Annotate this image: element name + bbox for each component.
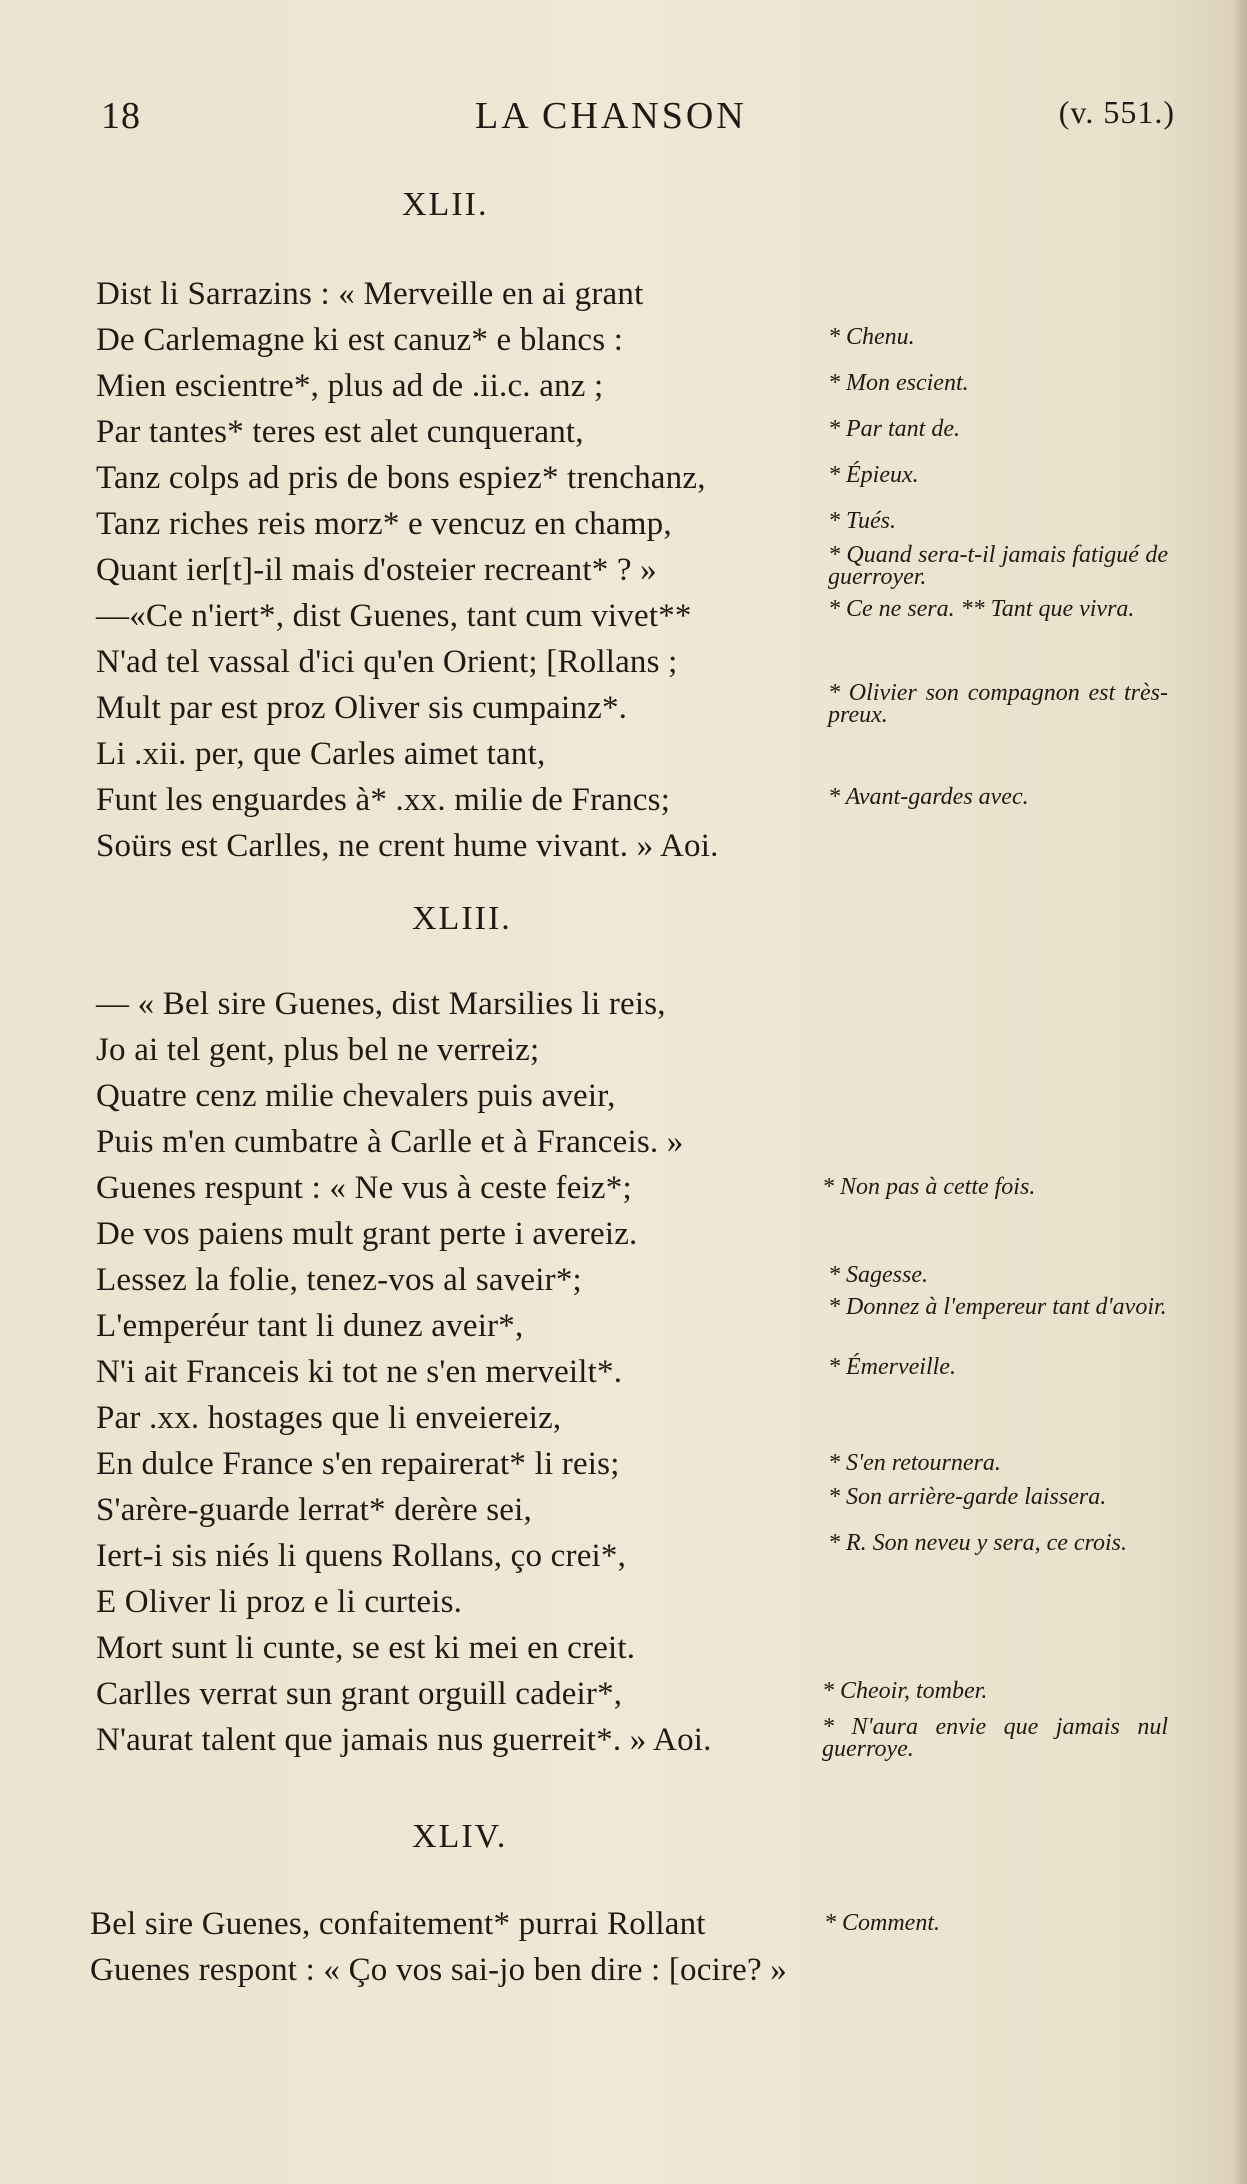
- verse-line: Par tantes* teres est alet cunquerant,: [96, 414, 584, 450]
- margin-note: * Émerveille.: [828, 1354, 956, 1380]
- verse-line: Tanz colps ad pris de bons espiez* trenchanz,: [96, 460, 706, 496]
- verse-line: Funt les enguardes à* .xx. milie de Francs;: [96, 782, 671, 818]
- margin-note: * Non pas à cette fois.: [822, 1174, 1036, 1200]
- verse-line: Puis m'en cumbatre à Carlle et à Franceis. »: [96, 1124, 684, 1160]
- margin-note: * Quand sera-t-il jamais fatigué de guerroyer.: [828, 542, 1168, 590]
- verse-line: Iert-i sis niés li quens Rollans, ço crei*,: [96, 1538, 627, 1574]
- margin-note: * Épieux.: [828, 462, 919, 488]
- verse-line: Bel sire Guenes, confaitement* purrai Rollant: [90, 1906, 706, 1942]
- verse-line: Mult par est proz Oliver sis cumpainz*.: [96, 690, 628, 726]
- verse-line: E Oliver li proz e li curteis.: [96, 1584, 463, 1620]
- verse-line: Mort sunt li cunte, se est ki mei en creit.: [96, 1630, 636, 1666]
- verse-line: Carlles verrat sun grant orguill cadeir*,: [96, 1676, 623, 1712]
- verse-line: Jo ai tel gent, plus bel ne verreiz;: [96, 1032, 540, 1068]
- verse-line: Guenes respont : « Ço vos sai-jo ben dire : [ocire? »: [90, 1952, 788, 1988]
- verse-line: N'i ait Franceis ki tot ne s'en merveilt*.: [96, 1354, 623, 1390]
- running-title: LA CHANSON: [475, 95, 747, 137]
- margin-note: * Tués.: [828, 508, 897, 534]
- verse-line: —«Ce n'iert*, dist Guenes, tant cum vivet**: [96, 598, 692, 634]
- margin-note: * Donnez à l'empereur tant d'avoir.: [828, 1294, 1167, 1320]
- margin-note: * Cheoir, tomber.: [822, 1678, 988, 1704]
- margin-note: * Sagesse.: [828, 1262, 928, 1288]
- verse-line: Guenes respunt : « Ne vus à ceste feiz*;: [96, 1170, 632, 1206]
- margin-note: * R. Son neveu y sera, ce crois.: [828, 1530, 1128, 1556]
- verse-line: En dulce France s'en repairerat* li reis;: [96, 1446, 620, 1482]
- margin-note: * Ce ne sera. ** Tant que vivra.: [828, 596, 1135, 622]
- verse-line: Par .xx. hostages que li enveiereiz,: [96, 1400, 562, 1436]
- verse-line: De Carlemagne ki est canuz* e blancs :: [96, 322, 624, 358]
- margin-note: * Chenu.: [828, 324, 915, 350]
- verse-line: De vos paiens mult grant perte i avereiz.: [96, 1216, 638, 1252]
- verse-line: Soürs est Carlles, ne crent hume vivant. » Aoi.: [96, 828, 719, 864]
- margin-note: * Mon escient.: [828, 370, 969, 396]
- verse-line: Tanz riches reis morz* e vencuz en champ,: [96, 506, 672, 542]
- margin-note: * Par tant de.: [828, 416, 960, 442]
- verse-line: S'arère-guarde lerrat* derère sei,: [96, 1492, 532, 1528]
- verse-reference: (v. 551.): [1058, 94, 1175, 130]
- verse-line: Quatre cenz milie chevalers puis aveir,: [96, 1078, 616, 1114]
- margin-note: * Olivier son compagnon est très-preux.: [828, 680, 1168, 728]
- verse-line: N'ad tel vassal d'ici qu'en Orient; [Rollans ;: [96, 644, 678, 680]
- verse-line: Mien escientre*, plus ad de .ii.c. anz ;: [96, 368, 604, 404]
- verse-line: Quant ier[t]-il mais d'osteier recreant* ? »: [96, 552, 657, 588]
- page-number: 18: [101, 95, 141, 137]
- section-heading-xliii: XLIII.: [412, 900, 512, 937]
- section-heading-xliv: XLIV.: [412, 1818, 508, 1855]
- verse-line: L'emperéur tant li dunez aveir*,: [96, 1308, 524, 1344]
- verse-line: — « Bel sire Guenes, dist Marsilies li reis,: [96, 986, 666, 1022]
- verse-line: Dist li Sarrazins : « Merveille en ai grant: [96, 276, 644, 312]
- verse-line: N'aurat talent que jamais nus guerreit*. » Aoi.: [96, 1722, 712, 1758]
- section-heading-xlii: XLII.: [402, 186, 489, 223]
- page-spine-shadow: [1235, 0, 1247, 2184]
- running-header: [95, 94, 1175, 144]
- verse-line: Lessez la folie, tenez-vos al saveir*;: [96, 1262, 582, 1298]
- margin-note: * N'aura envie que jamais nul guerroye.: [822, 1714, 1168, 1762]
- margin-note: * S'en retournera.: [828, 1450, 1001, 1476]
- margin-note: * Avant-gardes avec.: [828, 784, 1029, 810]
- margin-note: * Son arrière-garde laissera.: [828, 1484, 1107, 1510]
- margin-note: * Comment.: [824, 1910, 940, 1936]
- verse-line: Li .xii. per, que Carles aimet tant,: [96, 736, 546, 772]
